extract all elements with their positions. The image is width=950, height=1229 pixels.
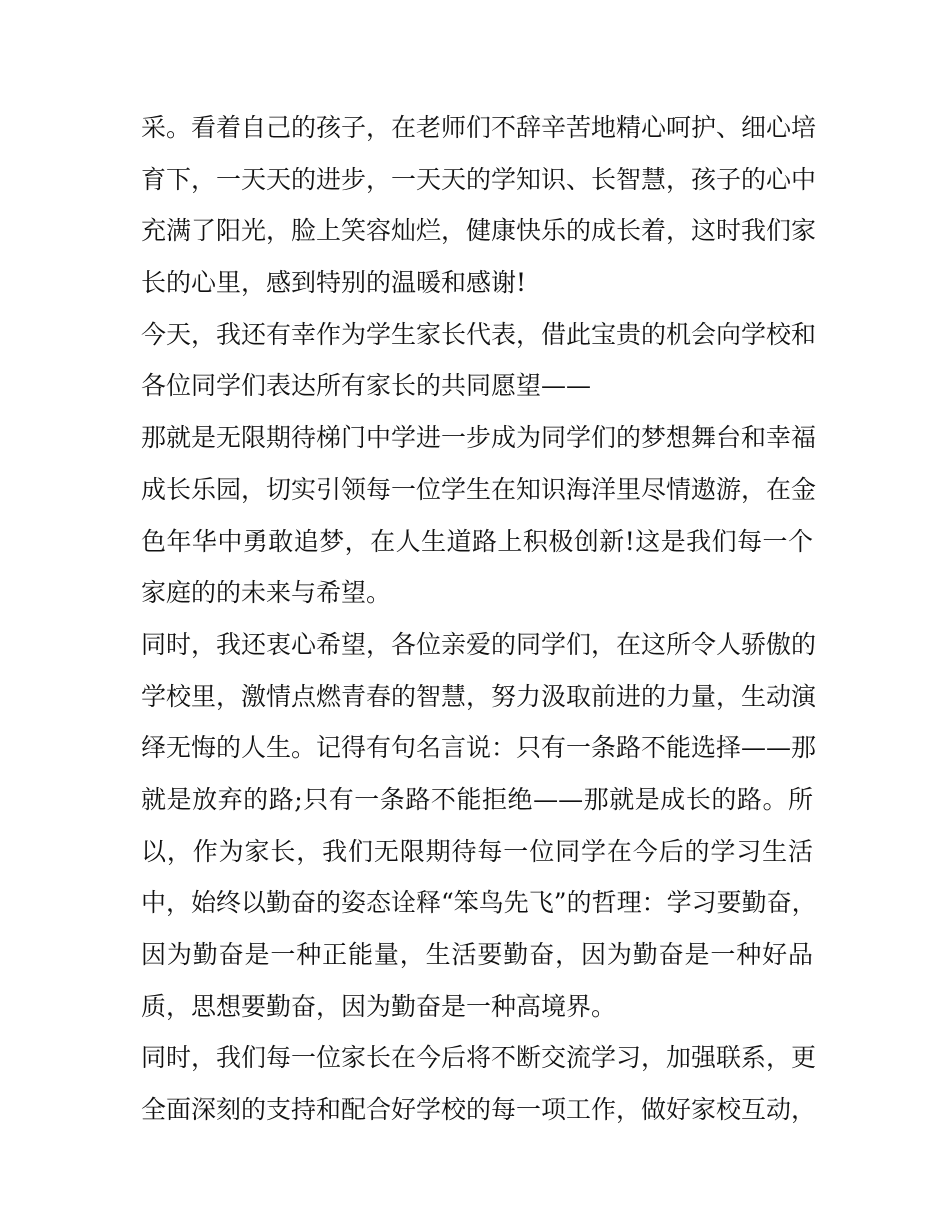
text-line: 同时，我还衷心希望，各位亲爱的同学们，在这所令人骄傲的 bbox=[141, 629, 817, 659]
text-line: 采。看着自己的孩子，在老师们不辞辛苦地精心呵护、细心培 bbox=[141, 113, 817, 142]
text-line: 中，始终以勤奋的姿态诠释“笨鸟先飞”的哲理：学习要勤奋， bbox=[141, 888, 817, 918]
text-line: 学校里，激情点燃青春的智慧，努力汲取前进的力量，生动演 bbox=[141, 681, 817, 711]
text-line: 色年华中勇敢追梦，在人生道路上积极创新!这是我们每一个 bbox=[141, 526, 813, 556]
body-text bbox=[141, 102, 817, 1136]
text-line: 今天，我还有幸作为学生家长代表，借此宝贵的机会向学校和 bbox=[141, 319, 817, 349]
text-line: 就是放弃的路;只有一条路不能拒绝——那就是成长的路。所 bbox=[141, 784, 813, 814]
text-line: 绎无悔的人生。记得有句名言说：只有一条路不能选择——那 bbox=[141, 733, 817, 763]
text-line: 因为勤奋是一种正能量，生活要勤奋，因为勤奋是一种好品 bbox=[141, 940, 813, 969]
text-line: 家庭的的未来与希望。 bbox=[141, 578, 392, 608]
text-line: 质，思想要勤奋，因为勤奋是一种高境界。 bbox=[141, 991, 617, 1021]
text-line: 以，作为家长，我们无限期待每一位同学在今后的学习生活 bbox=[141, 836, 813, 866]
text-line: 全面深刻的支持和配合好学校的每一项工作，做好家校互动， bbox=[141, 1095, 817, 1125]
text-line: 成长乐园，切实引领每一位学生在知识海洋里尽情遨游，在金 bbox=[141, 474, 817, 504]
text-line: 育下，一天天的进步，一天天的学知识、长智慧，孩子的心中 bbox=[141, 164, 817, 194]
text-line: 同时，我们每一位家长在今后将不断交流学习，加强联系，更 bbox=[141, 1043, 817, 1073]
text-line: 充满了阳光，脸上笑容灿烂，健康快乐的成长着，这时我们家 bbox=[141, 216, 817, 246]
text-line: 那就是无限期待梯门中学进一步成为同学们的梦想舞台和幸福 bbox=[141, 423, 817, 453]
text-line: 各位同学们表达所有家长的共同愿望—— bbox=[141, 371, 592, 401]
text-line: 长的心里，感到特别的温暖和感谢! bbox=[141, 268, 527, 298]
